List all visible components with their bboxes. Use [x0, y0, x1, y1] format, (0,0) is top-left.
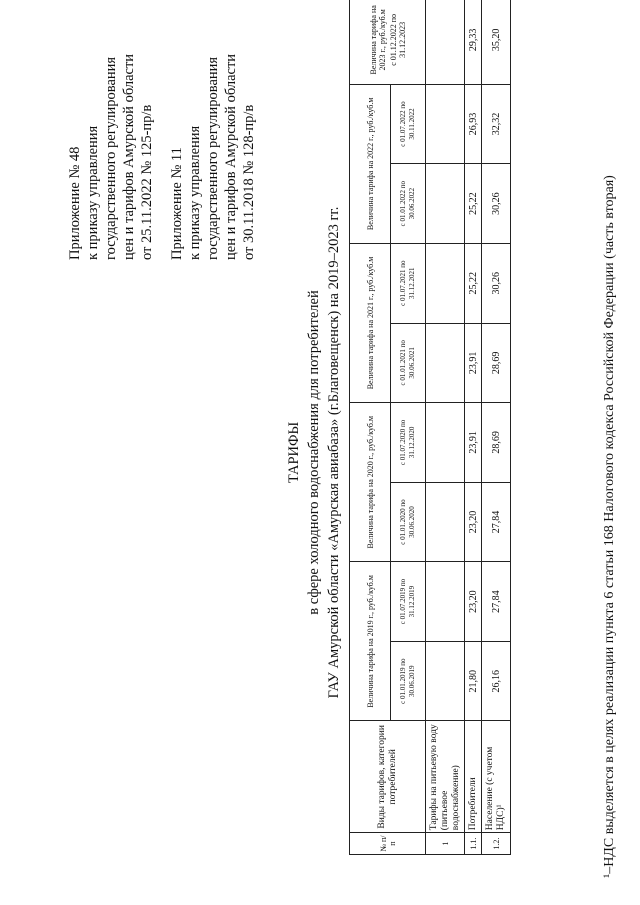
header-num: № п/п — [350, 833, 426, 855]
table-row — [482, 0, 511, 855]
appendix-line: от 30.11.2018 № 128-пр/в — [241, 104, 257, 260]
header-group-2019: Величина тарифа на 2019 г., руб./куб.м — [350, 562, 391, 721]
header-group-2021: Величина тарифа на 2021 г., руб./куб.м — [350, 243, 391, 402]
cell: 25,22 — [465, 243, 482, 323]
cell: 23,20 — [465, 562, 482, 642]
appendix-line: цен и тарифов Амурской области — [121, 53, 137, 260]
cell: 28,69 — [482, 323, 511, 403]
footnote: ¹–НДС выделяется в целях реализации пункта 6 статьи 168 Налогового кодекса Российской Федерации (часть вторая) — [602, 175, 617, 878]
cell — [426, 562, 465, 642]
header-period: с 01.07.2019 по 31.12.2019 — [391, 562, 426, 642]
appendix-line: цен и тарифов Амурской области — [223, 53, 239, 260]
cell — [426, 323, 465, 403]
table-row — [426, 0, 465, 855]
appendix-line: от 25.11.2022 № 125-пр/в — [139, 104, 155, 260]
header-period: с 01.01.2019 по 30.06.2019 — [391, 641, 426, 721]
header-tariff-type: Виды тарифов, категории потребителей — [350, 721, 426, 833]
header-period: с 01.01.2021 по 30.06.2021 — [391, 323, 426, 403]
cell: 23,91 — [465, 323, 482, 403]
cell — [426, 403, 465, 483]
cell — [426, 482, 465, 562]
cell: 23,91 — [465, 403, 482, 483]
cell: 29,33 — [465, 0, 482, 84]
header-period-2023: с 01.12.2022 по 31.12.2023 — [388, 13, 407, 66]
cell: 27,84 — [482, 482, 511, 562]
cell: 21,80 — [465, 641, 482, 721]
cell: 23,20 — [465, 482, 482, 562]
appendix-line: к приказу управления — [85, 125, 101, 260]
header-period: с 01.07.2022 по 30.11.2022 — [391, 84, 426, 164]
cell: 26,93 — [465, 84, 482, 164]
header-period: с 01.07.2021 по 31.12.2021 — [391, 243, 426, 323]
cell: 25,22 — [465, 164, 482, 244]
header-period: с 01.01.2020 по 30.06.2020 — [391, 482, 426, 562]
row-label: Потребители — [465, 721, 482, 833]
cell — [426, 243, 465, 323]
header-group-2022: Величина тарифа на 2022 г., руб./куб.м — [350, 84, 391, 243]
cell — [426, 164, 465, 244]
row-label: Тарифы на питьевую воду (питьевое водоснабжение) — [426, 721, 465, 833]
cell: 30,26 — [482, 243, 511, 323]
cell: 30,26 — [482, 164, 511, 244]
header-period: с 01.07.2020 по 31.12.2020 — [391, 403, 426, 483]
row-label: Население (с учетом НДС)¹ — [482, 721, 511, 833]
cell — [426, 641, 465, 721]
appendix-line: государственного регулирования — [205, 56, 221, 260]
appendix-line: Приложение № 11 — [169, 147, 185, 260]
appendix-line: государственного регулирования — [103, 56, 119, 260]
appendix-line: к приказу управления — [187, 125, 203, 260]
cell: 35,20 — [482, 0, 511, 84]
tariff-table — [349, 0, 511, 855]
row-num: 1.1. — [465, 833, 482, 855]
table-row — [465, 0, 482, 855]
cell — [426, 84, 465, 164]
header-group-2020: Величина тарифа на 2020 г., руб./куб.м — [350, 403, 391, 562]
header-group-2023 — [350, 0, 426, 84]
row-num: 1.2. — [482, 833, 511, 855]
cell — [426, 0, 465, 84]
cell: 32,32 — [482, 84, 511, 164]
appendix-line: Приложение № 48 — [67, 146, 83, 260]
cell: 26,16 — [482, 641, 511, 721]
header-group-2023-label: Величина тарифа на 2023 г., руб./куб.м — [368, 5, 387, 75]
header-period: с 01.01.2022 по 30.06.2022 — [391, 164, 426, 244]
appendix-11-block — [168, 54, 258, 260]
document-subtitle: в сфере холодного водоснабжения для потребителей — [306, 290, 322, 615]
document-subtitle-organization: ГАУ Амурской области «Амурская авиабаза» (г.Благовещенск) на 2019–2023 гг. — [326, 206, 342, 699]
document-title: ТАРИФЫ — [286, 421, 302, 484]
appendix-48-block — [66, 54, 156, 260]
cell: 28,69 — [482, 403, 511, 483]
row-num: 1 — [426, 833, 465, 855]
table-header-row — [350, 0, 391, 855]
cell: 27,84 — [482, 562, 511, 642]
